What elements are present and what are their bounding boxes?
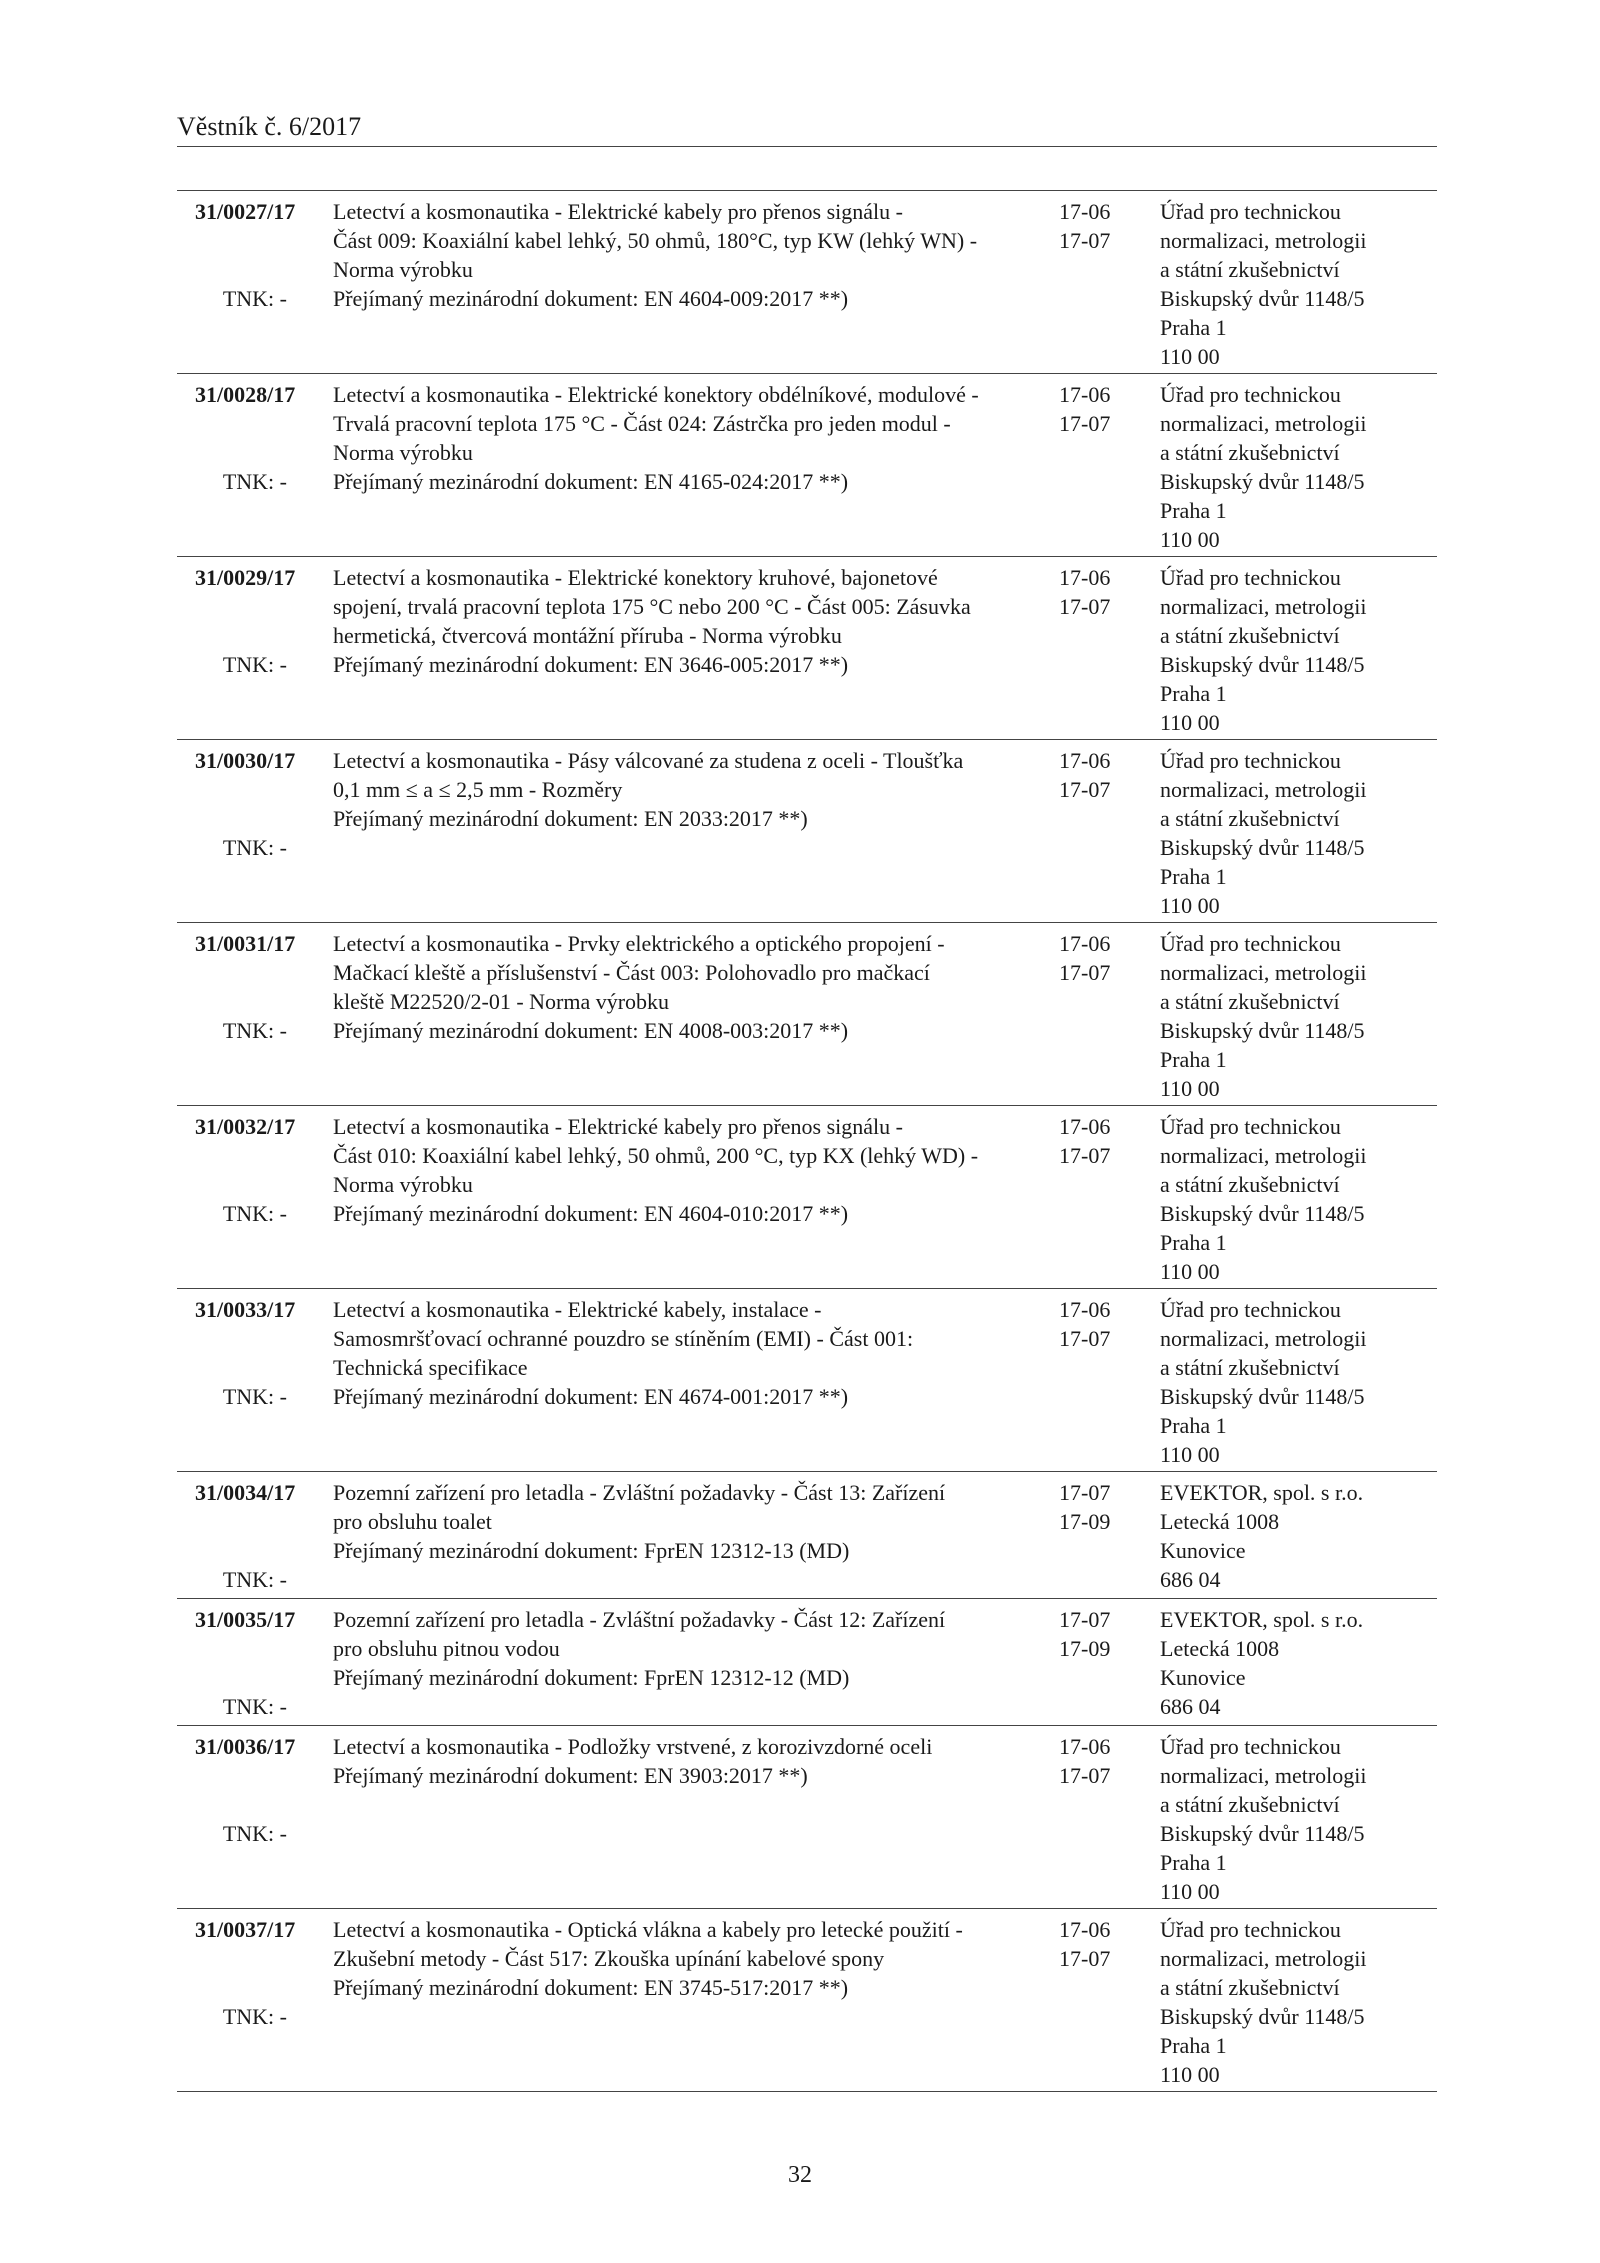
table-row [177, 740, 1437, 923]
description-line: Přejímaný mezinárodní dokument: FprEN 12312-12 (MD) [333, 1665, 850, 1690]
address-line: 686 04 [1160, 1694, 1221, 1719]
tnk-label: TNK: - [222, 1694, 287, 1719]
address-line: a státní zkušebnictví [1160, 806, 1340, 831]
table-row [177, 1472, 1437, 1599]
tnk-label: TNK: - [222, 1821, 287, 1846]
tnk-label: TNK: - [222, 1384, 287, 1409]
description-line: Letectví a kosmonautika - Elektrické konektory obdélníkové, modulové - [333, 382, 979, 407]
address-line: Praha 1 [1160, 2033, 1227, 2058]
processor-address [1160, 197, 1367, 371]
address-line: Praha 1 [1160, 315, 1227, 340]
processor-address [1160, 746, 1367, 920]
address-line: a státní zkušebnictví [1160, 257, 1340, 282]
address-line: Biskupský dvůr 1148/5 [1160, 835, 1365, 860]
period-date: 17-07 [1059, 228, 1111, 253]
address-line: Úřad pro technickou [1160, 382, 1341, 407]
description-line: Část 009: Koaxiální kabel lehký, 50 ohmů, 180°C, typ KW (lehký WN) - [333, 228, 978, 253]
description-line: Norma výrobku [333, 1172, 473, 1197]
tnk-label: TNK: - [222, 469, 287, 494]
journal-title: Věstník č. 6/2017 [177, 112, 362, 141]
period-date: 17-09 [1059, 1509, 1111, 1534]
address-line: EVEKTOR, spol. s r.o. [1160, 1480, 1364, 1505]
address-line: normalizaci, metrologii [1160, 960, 1367, 985]
description-line: spojení, trvalá pracovní teplota 175 °C nebo 200 °C - Část 005: Zásuvka [333, 594, 971, 619]
address-line: Biskupský dvůr 1148/5 [1160, 1821, 1365, 1846]
period-date: 17-07 [1059, 1946, 1111, 1971]
period-date: 17-07 [1059, 960, 1111, 985]
description-line: Přejímaný mezinárodní dokument: EN 3646-005:2017 **) [333, 652, 849, 677]
address-line: Úřad pro technickou [1160, 1114, 1341, 1139]
address-line: Praha 1 [1160, 681, 1227, 706]
address-line: 110 00 [1160, 2062, 1220, 2087]
address-line: 686 04 [1160, 1567, 1221, 1592]
standard-code: 31/0031/17 [195, 931, 296, 956]
address-line: normalizaci, metrologii [1160, 1763, 1367, 1788]
processor-address [1160, 929, 1367, 1103]
period-date: 17-07 [1059, 1763, 1111, 1788]
period-date: 17-06 [1059, 1114, 1111, 1139]
description-line: pro obsluhu toalet [333, 1509, 492, 1534]
period-date: 17-06 [1059, 199, 1111, 224]
description-line: Letectví a kosmonautika - Elektrické konektory kruhové, bajonetové [333, 565, 938, 590]
page-number: 32 [788, 2162, 812, 2188]
address-line: Úřad pro technickou [1160, 1734, 1341, 1759]
tnk-label: TNK: - [222, 1201, 287, 1226]
address-line: Úřad pro technickou [1160, 931, 1341, 956]
processor-address [1160, 380, 1367, 554]
address-line: 110 00 [1160, 710, 1220, 735]
period-date: 17-07 [1059, 1480, 1111, 1505]
standards-table [177, 190, 1437, 2092]
comment-period [1059, 1732, 1110, 1790]
description-line: Letectví a kosmonautika - Pásy válcované za studena z oceli - Tloušťka [333, 748, 964, 773]
description-line: Samosmršťovací ochranné pouzdro se stíněním (EMI) - Část 001: [333, 1326, 914, 1351]
period-date: 17-06 [1059, 565, 1111, 590]
description-line: Přejímaný mezinárodní dokument: EN 4165-024:2017 **) [333, 469, 849, 494]
processor-address [1160, 1478, 1363, 1594]
comment-period [1059, 1605, 1110, 1663]
standard-code: 31/0027/17 [195, 199, 296, 224]
standard-code: 31/0030/17 [195, 748, 296, 773]
tnk-label: TNK: - [222, 1018, 287, 1043]
description-line: Přejímaný mezinárodní dokument: EN 2033:2017 **) [333, 806, 808, 831]
table-row [177, 374, 1437, 557]
address-line: Úřad pro technickou [1160, 1917, 1341, 1942]
address-line: Biskupský dvůr 1148/5 [1160, 1018, 1365, 1043]
address-line: Biskupský dvůr 1148/5 [1160, 652, 1365, 677]
description-line: Norma výrobku [333, 257, 473, 282]
address-line: Praha 1 [1160, 1850, 1227, 1875]
standard-code: 31/0036/17 [195, 1734, 296, 1759]
comment-period [1059, 1295, 1110, 1353]
address-line: Praha 1 [1160, 864, 1227, 889]
table-row [177, 1289, 1437, 1472]
description-line: Letectví a kosmonautika - Prvky elektrického a optického propojení - [333, 931, 945, 956]
period-date: 17-07 [1059, 1326, 1111, 1351]
address-line: Letecká 1008 [1160, 1636, 1280, 1661]
address-line: Biskupský dvůr 1148/5 [1160, 469, 1365, 494]
address-line: 110 00 [1160, 344, 1220, 369]
address-line: Praha 1 [1160, 498, 1227, 523]
period-date: 17-07 [1059, 1143, 1111, 1168]
address-line: Praha 1 [1160, 1047, 1227, 1072]
tnk-label: TNK: - [222, 652, 287, 677]
description-line: Trvalá pracovní teplota 175 °C - Část 024: Zástrčka pro jeden modul - [333, 411, 951, 436]
period-date: 17-07 [1059, 1607, 1111, 1632]
address-line: normalizaci, metrologii [1160, 777, 1367, 802]
period-date: 17-06 [1059, 931, 1111, 956]
address-line: 110 00 [1160, 1879, 1220, 1904]
address-line: a státní zkušebnictví [1160, 1792, 1340, 1817]
address-line: Úřad pro technickou [1160, 748, 1341, 773]
table-row [177, 1106, 1437, 1289]
address-line: a státní zkušebnictví [1160, 989, 1340, 1014]
table-row [177, 1599, 1437, 1726]
comment-period [1059, 1478, 1110, 1536]
description-line: Přejímaný mezinárodní dokument: EN 3745-517:2017 **) [333, 1975, 849, 2000]
processor-address [1160, 1295, 1367, 1469]
comment-period [1059, 746, 1110, 804]
address-line: 110 00 [1160, 1442, 1220, 1467]
tnk-label: TNK: - [222, 835, 287, 860]
address-line: a státní zkušebnictví [1160, 623, 1340, 648]
processor-address [1160, 563, 1367, 737]
tnk-label: TNK: - [222, 286, 287, 311]
address-line: normalizaci, metrologii [1160, 411, 1367, 436]
comment-period [1059, 563, 1110, 621]
address-line: Kunovice [1160, 1538, 1246, 1563]
description-line: Technická specifikace [333, 1355, 528, 1380]
comment-period [1059, 929, 1110, 987]
description-line: Zkušební metody - Část 517: Zkouška upínání kabelové spony [333, 1946, 885, 1971]
address-line: Biskupský dvůr 1148/5 [1160, 286, 1365, 311]
tnk-label: TNK: - [222, 2004, 287, 2029]
description-line: Přejímaný mezinárodní dokument: EN 3903:2017 **) [333, 1763, 808, 1788]
page-header [177, 112, 1437, 147]
address-line: Úřad pro technickou [1160, 199, 1341, 224]
period-date: 17-06 [1059, 1297, 1111, 1322]
period-date: 17-06 [1059, 382, 1111, 407]
address-line: Úřad pro technickou [1160, 565, 1341, 590]
description-line: Norma výrobku [333, 440, 473, 465]
address-line: 110 00 [1160, 1259, 1220, 1284]
table-row [177, 1909, 1437, 2092]
address-line: normalizaci, metrologii [1160, 228, 1367, 253]
address-line: a státní zkušebnictví [1160, 1975, 1340, 2000]
period-date: 17-06 [1059, 748, 1111, 773]
address-line: Úřad pro technickou [1160, 1297, 1341, 1322]
period-date: 17-06 [1059, 1734, 1111, 1759]
address-line: normalizaci, metrologii [1160, 1326, 1367, 1351]
description-line: Pozemní zařízení pro letadla - Zvláštní požadavky - Část 12: Zařízení [333, 1607, 946, 1632]
address-line: normalizaci, metrologii [1160, 1143, 1367, 1168]
description-line: Letectví a kosmonautika - Elektrické kabely pro přenos signálu - [333, 1114, 903, 1139]
table-row [177, 1726, 1437, 1909]
tnk-label: TNK: - [222, 1567, 287, 1592]
comment-period [1059, 1915, 1110, 1973]
table-row [177, 191, 1437, 374]
description-line: Přejímaný mezinárodní dokument: EN 4008-003:2017 **) [333, 1018, 849, 1043]
period-date: 17-09 [1059, 1636, 1111, 1661]
processor-address [1160, 1915, 1367, 2089]
address-line: a státní zkušebnictví [1160, 1172, 1340, 1197]
address-line: Praha 1 [1160, 1413, 1227, 1438]
processor-address [1160, 1732, 1367, 1906]
address-line: EVEKTOR, spol. s r.o. [1160, 1607, 1364, 1632]
address-line: a státní zkušebnictví [1160, 1355, 1340, 1380]
standard-code: 31/0035/17 [195, 1607, 296, 1632]
comment-period [1059, 1112, 1110, 1170]
address-line: Praha 1 [1160, 1230, 1227, 1255]
period-date: 17-07 [1059, 777, 1111, 802]
address-line: a státní zkušebnictví [1160, 440, 1340, 465]
standard-code: 31/0033/17 [195, 1297, 296, 1322]
table-row [177, 923, 1437, 1106]
address-line: 110 00 [1160, 893, 1220, 918]
address-line: Kunovice [1160, 1665, 1246, 1690]
period-date: 17-07 [1059, 594, 1111, 619]
standard-code: 31/0028/17 [195, 382, 296, 407]
table-row [177, 557, 1437, 740]
address-line: normalizaci, metrologii [1160, 1946, 1367, 1971]
description-line: pro obsluhu pitnou vodou [333, 1636, 560, 1661]
standard-code: 31/0037/17 [195, 1917, 296, 1942]
address-line: Biskupský dvůr 1148/5 [1160, 2004, 1365, 2029]
standard-code: 31/0029/17 [195, 565, 296, 590]
description-line: hermetická, čtvercová montážní příruba - Norma výrobku [333, 623, 842, 648]
description-line: Přejímaný mezinárodní dokument: EN 4604-010:2017 **) [333, 1201, 849, 1226]
description-line: Mačkací kleště a příslušenství - Část 003: Polohovadlo pro mačkací [333, 960, 930, 985]
comment-period [1059, 197, 1110, 255]
description-line: Letectví a kosmonautika - Elektrické kabely pro přenos signálu - [333, 199, 903, 224]
period-date: 17-06 [1059, 1917, 1111, 1942]
address-line: 110 00 [1160, 1076, 1220, 1101]
description-line: Letectví a kosmonautika - Podložky vrstvené, z korozivzdorné oceli [333, 1734, 933, 1759]
address-line: normalizaci, metrologii [1160, 594, 1367, 619]
address-line: Letecká 1008 [1160, 1509, 1280, 1534]
address-line: 110 00 [1160, 527, 1220, 552]
description-line: Letectví a kosmonautika - Optická vlákna a kabely pro letecké použití - [333, 1917, 963, 1942]
description-line: Přejímaný mezinárodní dokument: EN 4604-009:2017 **) [333, 286, 849, 311]
processor-address [1160, 1112, 1367, 1286]
description-line: 0,1 mm ≤ a ≤ 2,5 mm - Rozměry [333, 777, 623, 802]
comment-period [1059, 380, 1110, 438]
description-line: kleště M22520/2-01 - Norma výrobku [333, 989, 670, 1014]
address-line: Biskupský dvůr 1148/5 [1160, 1201, 1365, 1226]
period-date: 17-07 [1059, 411, 1111, 436]
standard-code: 31/0034/17 [195, 1480, 296, 1505]
standard-code: 31/0032/17 [195, 1114, 296, 1139]
processor-address [1160, 1605, 1363, 1721]
description-line: Letectví a kosmonautika - Elektrické kabely, instalace - [333, 1297, 822, 1322]
address-line: Biskupský dvůr 1148/5 [1160, 1384, 1365, 1409]
description-line: Pozemní zařízení pro letadla - Zvláštní požadavky - Část 13: Zařízení [333, 1480, 946, 1505]
description-line: Přejímaný mezinárodní dokument: EN 4674-001:2017 **) [333, 1384, 849, 1409]
description-line: Přejímaný mezinárodní dokument: FprEN 12312-13 (MD) [333, 1538, 850, 1563]
description-line: Část 010: Koaxiální kabel lehký, 50 ohmů, 200 °C, typ KX (lehký WD) - [333, 1143, 979, 1168]
